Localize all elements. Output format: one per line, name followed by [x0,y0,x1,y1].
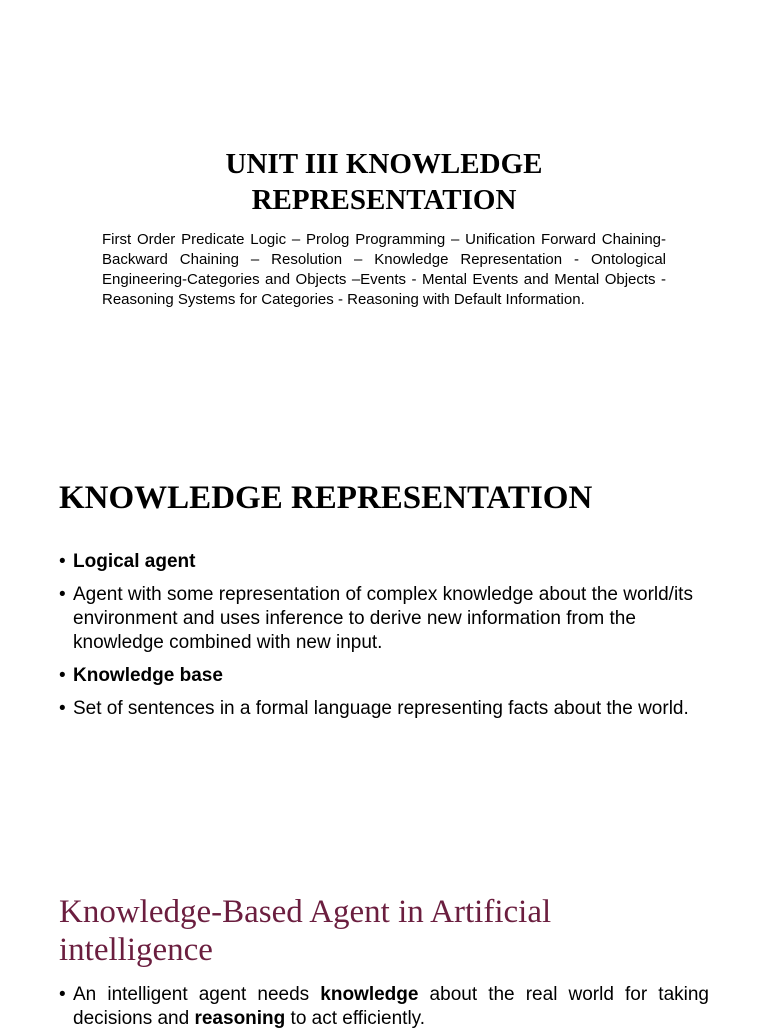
bullet-text: Knowledge base [73,665,223,686]
bullet-bold-knowledge: knowledge [320,984,419,1005]
bullet-bold-reasoning: reasoning [194,1008,286,1029]
bullet-text-part-3: to act efficiently. [285,1008,426,1029]
knowledge-representation-title: KNOWLEDGE REPRESENTATION [59,480,593,516]
unit-title-line-2: REPRESENTATION [251,184,517,216]
bullet-item [59,664,709,688]
bullet-dot: • [59,698,66,719]
kba-title-line-1: Knowledge-Based Agent in Artificial [59,894,552,930]
bullet-item [59,550,709,574]
bullet-dot: • [59,984,66,1005]
kba-title-line-2: intelligence [59,932,213,968]
unit-topics: First Order Predicate Logic – Prolog Programming – Unification Forward Chaining-Backward Chaining – Resolution – Knowledge Representation - Ontological Engineering-Categories and Objects –Events - Mental Events and Mental Objects - Reasoning Systems for Categories - Reasoning with Default Information. [102,231,666,308]
bullet-text-part-2: about the real world for taking decisions and [73,984,710,1029]
knowledge-representation-bullets [59,550,709,730]
bullet-dot: • [59,665,66,686]
bullet-text: Set of sentences in a formal language representing facts about the world. [73,698,689,719]
unit-title [0,146,768,218]
bullet-text: Logical agent [73,551,196,572]
bullet-text: Agent with some representation of complex knowledge about the world/its environment and uses inference to derive new information from the knowledge combined with new input. [73,584,693,653]
bullet-dot: • [59,551,66,572]
unit-title-line-1: UNIT III KNOWLEDGE [225,148,543,180]
bullet-dot: • [59,584,66,605]
bullet-item [59,697,709,721]
knowledge-based-agent-title [59,893,709,969]
bullet-item [59,583,709,655]
bullet-text-part-1: An intelligent agent needs [73,984,321,1005]
